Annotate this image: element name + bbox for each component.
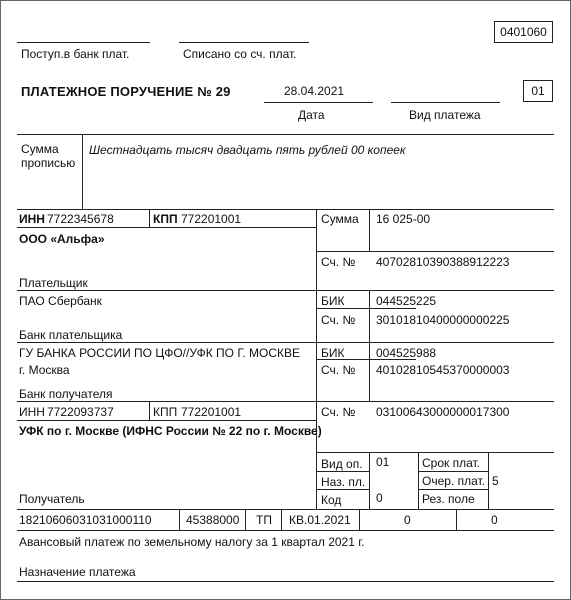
payer-bank-bottom-line xyxy=(17,342,554,343)
page-title: ПЛАТЕЖНОЕ ПОРУЧЕНИЕ № 29 xyxy=(21,84,231,99)
sum-label: Сумма xyxy=(321,212,359,226)
payer-bik-value: 044525225 xyxy=(376,294,437,308)
operation-top-line xyxy=(316,452,554,453)
basis-value: ТП xyxy=(256,513,272,527)
payee-kpp-value: 772201001 xyxy=(181,405,242,419)
tax-divider-3 xyxy=(281,509,282,530)
payee-bank-label: Банк получателя xyxy=(19,387,113,401)
bank-divider-line xyxy=(369,290,370,401)
payment-type-line xyxy=(391,102,500,103)
payer-label: Плательщик xyxy=(19,276,88,290)
payee-inn-value: 7722093737 xyxy=(47,405,114,419)
form-code-box xyxy=(494,21,553,43)
code-label: Код xyxy=(321,493,342,507)
operation-divider-line xyxy=(369,452,370,509)
debited-label: Списано со сч. плат. xyxy=(183,47,297,61)
payer-bottom-line xyxy=(17,290,554,291)
due-label: Срок плат. xyxy=(422,456,481,470)
amount-words-divider xyxy=(82,134,83,209)
tax-divider-5 xyxy=(456,509,457,530)
date-line xyxy=(264,102,373,103)
payer-inn-value: 7722345678 xyxy=(47,212,114,226)
doc-number-value: 0 xyxy=(404,513,411,527)
payer-kpp-divider xyxy=(149,209,150,227)
payer-inn-bottom-line xyxy=(17,227,316,228)
payee-bottom-line xyxy=(17,509,554,510)
tax-divider-4 xyxy=(359,509,360,530)
payee-bank-account-value: 40102810545370000003 xyxy=(376,363,510,377)
priority-box xyxy=(523,80,553,102)
code-value: 0 xyxy=(376,491,383,505)
order-bottom-line xyxy=(418,489,488,490)
order-value: 5 xyxy=(492,474,499,488)
op-type-bottom-line xyxy=(316,471,369,472)
payer-inn-label: ИНН xyxy=(19,212,45,226)
sum-bottom-line xyxy=(316,251,554,252)
payer-kpp-value: 772201001 xyxy=(181,212,242,226)
payee-bik-label: БИК xyxy=(321,346,345,360)
tax-divider-2 xyxy=(245,509,246,530)
payee-bank-account-label: Сч. № xyxy=(321,363,356,377)
payer-bik-label: БИК xyxy=(321,294,345,308)
form-code: 0401060 xyxy=(500,25,547,39)
oktmo-value: 45388000 xyxy=(186,513,240,527)
payer-kpp-label: КПП xyxy=(153,212,178,226)
tax-divider-1 xyxy=(179,509,180,530)
doc-date-value: 0 xyxy=(491,513,498,527)
op-right-divider xyxy=(488,452,489,509)
payer-bank-account-value: 30101810400000000225 xyxy=(376,313,510,327)
main-divider-line xyxy=(316,209,317,509)
purpose-text: Авансовый платеж по земельному налогу за 1 квартал 2021 г. xyxy=(19,535,365,549)
payer-top-line xyxy=(17,209,554,210)
date-label: Дата xyxy=(298,108,325,122)
sum-divider-line xyxy=(369,209,370,251)
due-bottom-line xyxy=(418,471,488,472)
payee-kpp-divider xyxy=(149,401,150,420)
priority-value: 01 xyxy=(531,84,545,98)
payment-type-label: Вид платежа xyxy=(409,108,481,122)
payee-bank-name-1: ГУ БАНКА РОССИИ ПО ЦФО//УФК ПО Г. МОСКВЕ xyxy=(19,346,301,360)
payer-account-value: 40702810390388912223 xyxy=(376,255,510,269)
payee-kpp-label: КПП xyxy=(153,405,178,419)
payee-bank-bottom-line xyxy=(17,401,554,402)
payee-bank-name-2: г. Москва xyxy=(19,363,70,377)
kbk-value: 18210606031031000110 xyxy=(19,513,152,527)
purpose-label: Назначение платежа xyxy=(19,565,136,579)
payee-label: Получатель xyxy=(19,492,85,506)
purpose-bottom-line xyxy=(17,581,554,582)
order-label: Очер. плат. xyxy=(422,474,486,488)
received-label: Поступ.в банк плат. xyxy=(21,47,130,61)
period-value: КВ.01.2021 xyxy=(289,513,351,527)
purpose-code-bottom-line xyxy=(316,489,369,490)
payee-bik-value: 004525988 xyxy=(376,346,437,360)
payee-name: УФК по г. Москве (ИФНС России № 22 по г. Москве) xyxy=(19,424,322,438)
reserve-label: Рез. поле xyxy=(422,492,475,506)
payer-bank-label: Банк плательщика xyxy=(19,328,123,342)
purpose-code-label: Наз. пл. xyxy=(321,475,366,489)
op-type-label: Вид оп. xyxy=(321,457,363,471)
payee-inn-label: ИНН xyxy=(19,405,45,419)
amount-words-value: Шестнадцать тысяч двадцать пять рублей 00 копеек xyxy=(89,143,406,157)
payee-inn-bottom-line xyxy=(17,420,316,421)
payee-account-label: Сч. № xyxy=(321,405,356,419)
sum-value: 16 025-00 xyxy=(376,212,431,226)
payer-name: ООО «Альфа» xyxy=(19,232,105,246)
amount-words-label-2: прописью xyxy=(21,156,76,170)
amount-words-label-1: Сумма xyxy=(21,142,59,156)
payer-account-label: Сч. № xyxy=(321,255,356,269)
amount-words-top-line xyxy=(17,134,554,135)
date-value: 28.04.2021 xyxy=(284,84,345,98)
debited-date-line xyxy=(179,42,309,43)
received-date-line xyxy=(17,42,150,43)
op-type-value: 01 xyxy=(376,455,390,469)
tax-fields-bottom-line xyxy=(17,530,554,531)
payer-bank-name: ПАО Сбербанк xyxy=(19,294,102,308)
payer-bik-bottom-line xyxy=(316,308,416,309)
payer-bank-account-label: Сч. № xyxy=(321,313,356,327)
payee-account-value: 03100643000000017300 xyxy=(376,405,510,419)
op-middle-divider xyxy=(418,452,419,509)
